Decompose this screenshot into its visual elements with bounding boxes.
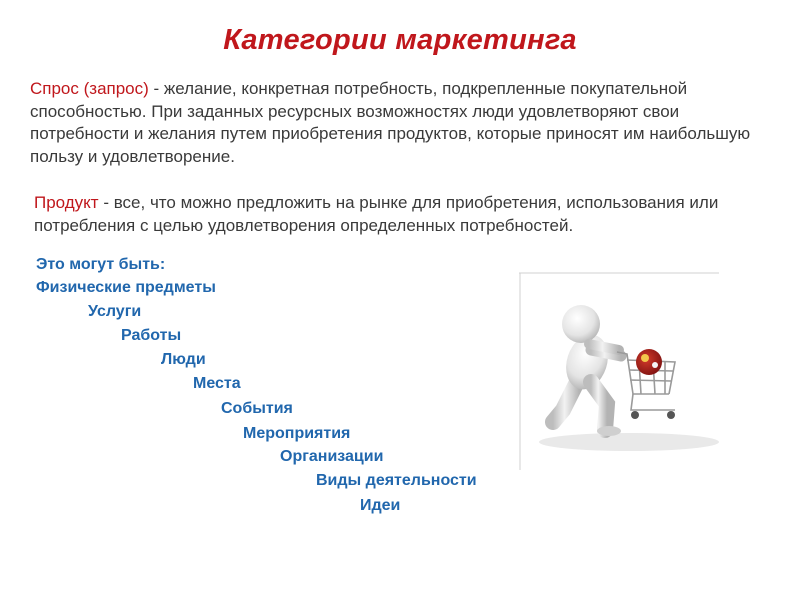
list-item: Организации [280,448,384,465]
figure-foot [597,426,621,436]
cart-goods [636,349,662,375]
product-definition [34,192,754,237]
list-item: Услуги [88,303,142,320]
cart-wheel [631,411,639,419]
list-item: Виды деятельности [316,472,477,489]
demand-text: - желание, конкретная потребность, подкрепленные покупательной способностью. При заданных ресурсных возможностях люди удовлетворяют свои потребности и желания путем приобретения продуктов, которые приносят им наибольшую пользу и удовлетворение. [30,79,751,166]
list-item: События [221,400,293,417]
list-item: Места [193,375,241,392]
person-with-shopping-cart-icon [519,270,719,470]
cart-wheel [667,411,675,419]
list-item: Идеи [360,497,401,514]
list-item: Работы [121,327,182,344]
figure-front-leg [591,382,607,430]
cart-goods-detail [641,354,649,362]
figure-arm [589,344,619,350]
shopping-illustration [519,270,719,470]
demand-definition [30,78,760,168]
product-term: Продукт [34,193,99,212]
product-text: - все, что можно предложить на рынке для приобретения, использования или потребления с целью удовлетворения определенных потребностей. [34,193,719,235]
list-item: Люди [161,351,206,368]
page-title: Категории маркетинга [223,24,577,56]
cart-goods-detail [652,362,658,368]
floor-shadow [539,433,719,451]
demand-term: Спрос (запрос) [30,79,149,98]
list-item: Физические предметы [36,279,216,296]
list-item: Мероприятия [243,425,351,442]
list-heading: Это могут быть: [36,256,166,273]
figure-head [562,305,600,343]
